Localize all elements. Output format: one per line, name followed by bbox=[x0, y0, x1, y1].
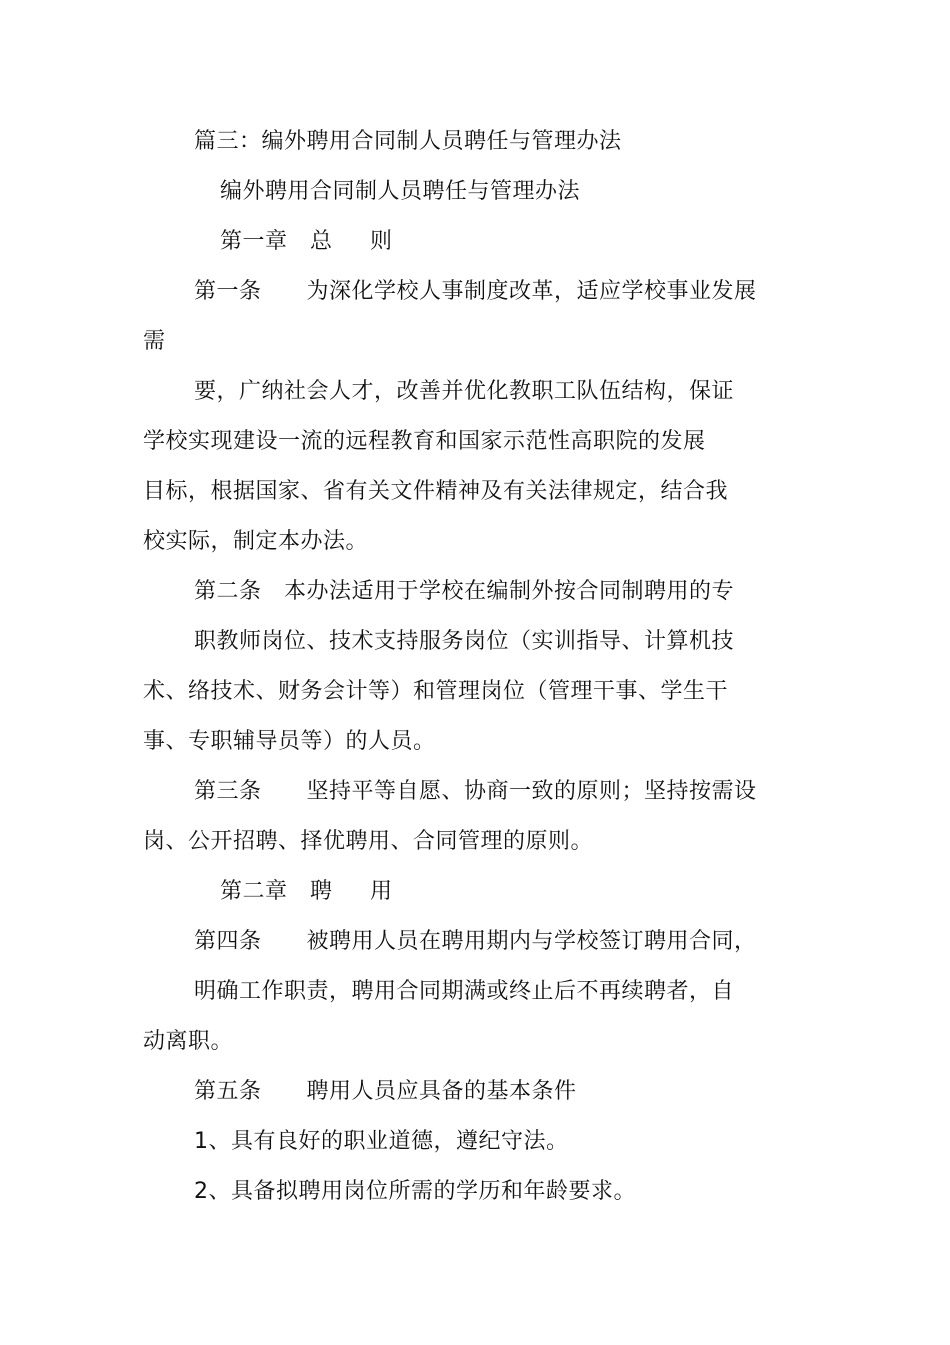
article-1-line-5: 目标，根据国家、省有关文件精神及有关法律规定，结合我 bbox=[143, 479, 729, 504]
article-1-line-4: 学校实现建设一流的远程教育和国家示范性高职院的发展 bbox=[143, 429, 706, 454]
article-2-line-2: 职教师岗位、技术支持服务岗位（实训指导、计算机技 bbox=[194, 629, 735, 654]
chapter-2-heading: 第二章 聘 用 bbox=[220, 879, 393, 904]
document-title: 编外聘用合同制人员聘任与管理办法 bbox=[220, 179, 581, 204]
article-1-line-1: 第一条 为深化学校人事制度改革，适应学校事业发展 bbox=[194, 279, 757, 304]
article-1-line-2: 需 bbox=[143, 329, 166, 354]
article-1-line-6: 校实际，制定本办法。 bbox=[143, 529, 369, 554]
article-1-line-3: 要，广纳社会人才，改善并优化教职工队伍结构，保证 bbox=[194, 379, 735, 404]
article-5-item-1: 1、具有良好的职业道德，遵纪守法。 bbox=[194, 1129, 569, 1154]
article-5-line-1: 第五条 聘用人员应具备的基本条件 bbox=[194, 1079, 577, 1104]
article-2-line-3: 术、络技术、财务会计等）和管理岗位（管理干事、学生干 bbox=[143, 679, 729, 704]
article-2-line-1: 第二条 本办法适用于学校在编制外按合同制聘用的专 bbox=[194, 579, 734, 604]
article-4-line-2: 明确工作职责，聘用合同期满或终止后不再续聘者，自 bbox=[194, 979, 735, 1004]
article-4-line-1: 第四条 被聘用人员在聘用期内与学校签订聘用合同， bbox=[194, 929, 757, 954]
article-3-line-1: 第三条 坚持平等自愿、协商一致的原则；坚持按需设 bbox=[194, 779, 757, 804]
chapter-1-heading: 第一章 总 则 bbox=[220, 229, 393, 254]
section-heading: 篇三：编外聘用合同制人员聘任与管理办法 bbox=[194, 129, 622, 154]
article-2-line-4: 事、专职辅导员等）的人员。 bbox=[143, 729, 436, 754]
article-5-item-2: 2、具备拟聘用岗位所需的学历和年龄要求。 bbox=[194, 1179, 636, 1204]
article-4-line-3: 动离职。 bbox=[143, 1029, 234, 1054]
article-3-line-2: 岗、公开招聘、择优聘用、合同管理的原则。 bbox=[143, 829, 594, 854]
